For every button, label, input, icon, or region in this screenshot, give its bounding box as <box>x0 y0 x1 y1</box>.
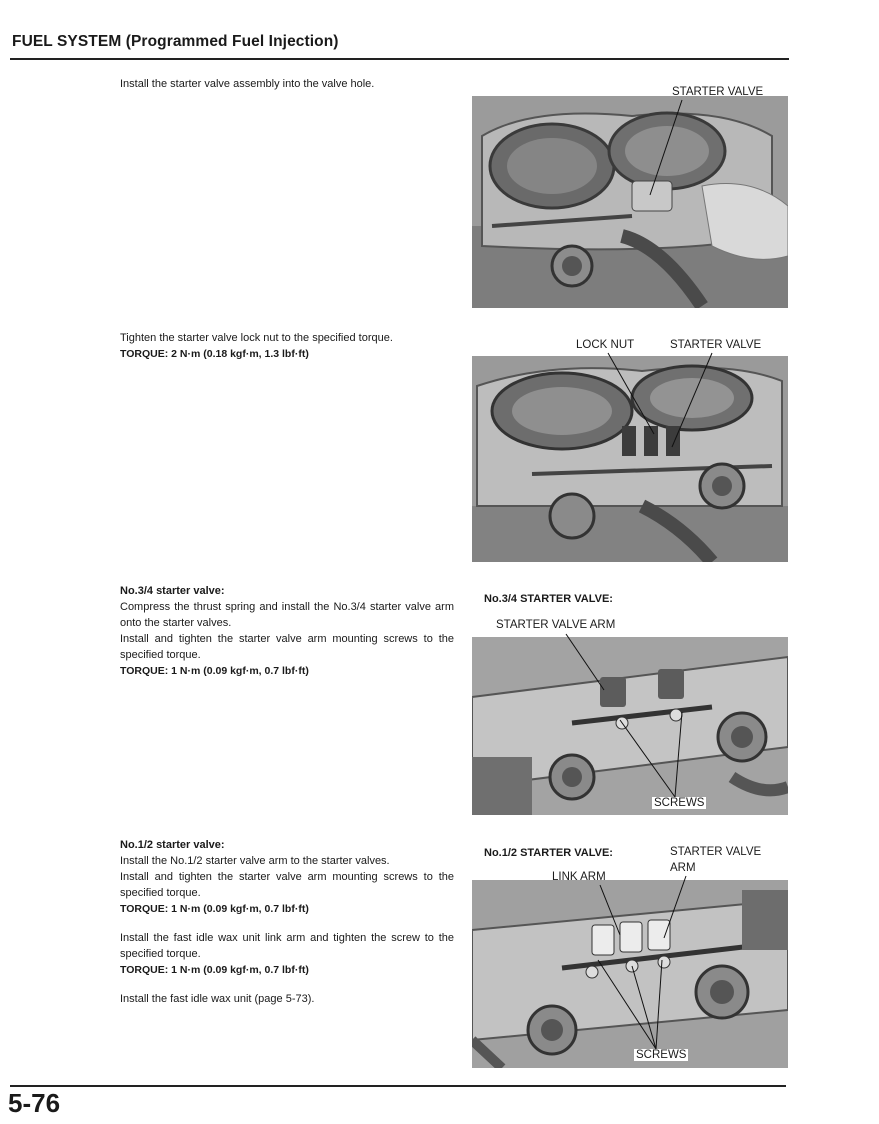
footer-rule <box>10 1085 786 1087</box>
step-install-starter-valve <box>120 76 454 92</box>
callout-starter-valve: STARTER VALVE <box>672 86 764 98</box>
figure-title: No.1/2 STARTER VALVE: <box>484 847 613 859</box>
instruction-text: Compress the thrust spring and install the No.3/4 starter valve arm onto the starter valves. <box>120 601 454 629</box>
step-no12-starter-valve <box>120 837 454 1007</box>
instruction-text: Install the fast idle wax unit (page 5-73). <box>120 993 315 1005</box>
callout-starter-valve: STARTER VALVE <box>670 339 762 351</box>
instruction-text: Install the fast idle wax unit link arm and tighten the screw to the specified torque. <box>120 932 454 960</box>
subheading: No.1/2 starter valve: <box>120 839 225 851</box>
lock-nut-photo <box>472 356 788 562</box>
torque-spec: TORQUE: 2 N·m (0.18 kgf·m, 1.3 lbf·ft) <box>120 348 309 360</box>
starter-valve-photo <box>472 96 788 308</box>
callout-lock-nut: LOCK NUT <box>576 339 635 351</box>
callout-link-arm: LINK ARM <box>552 871 606 883</box>
callout-arm: ARM <box>670 862 696 874</box>
callout-starter-valve: STARTER VALVE <box>670 846 762 858</box>
torque-spec: TORQUE: 1 N·m (0.09 kgf·m, 0.7 lbf·ft) <box>120 903 309 915</box>
step-tighten-lock-nut <box>120 330 454 362</box>
callout-screws: SCREWS <box>654 797 705 809</box>
step-no34-starter-valve <box>120 583 454 679</box>
torque-spec: TORQUE: 1 N·m (0.09 kgf·m, 0.7 lbf·ft) <box>120 665 309 677</box>
torque-spec: TORQUE: 1 N·m (0.09 kgf·m, 0.7 lbf·ft) <box>120 964 309 976</box>
instruction-text: Install the starter valve assembly into the valve hole. <box>120 78 375 90</box>
subheading: No.3/4 starter valve: <box>120 585 225 597</box>
no34-starter-valve-photo <box>472 637 788 815</box>
callout-starter-valve-arm: STARTER VALVE ARM <box>496 619 616 631</box>
no12-starter-valve-photo <box>472 880 788 1068</box>
instruction-text: Install the No.1/2 starter valve arm to the starter valves. <box>120 855 390 867</box>
page-title: FUEL SYSTEM (Programmed Fuel Injection) <box>12 33 339 50</box>
callout-screws: SCREWS <box>636 1049 687 1061</box>
instruction-text: Install and tighten the starter valve arm mounting screws to the specified torque. <box>120 871 454 899</box>
instruction-text: Install and tighten the starter valve arm mounting screws to the specified torque. <box>120 633 454 661</box>
instruction-text: Tighten the starter valve lock nut to the specified torque. <box>120 332 393 344</box>
header-rule <box>10 58 789 60</box>
page-number: 5-76 <box>8 1088 61 1118</box>
figure-title: No.3/4 STARTER VALVE: <box>484 593 613 605</box>
